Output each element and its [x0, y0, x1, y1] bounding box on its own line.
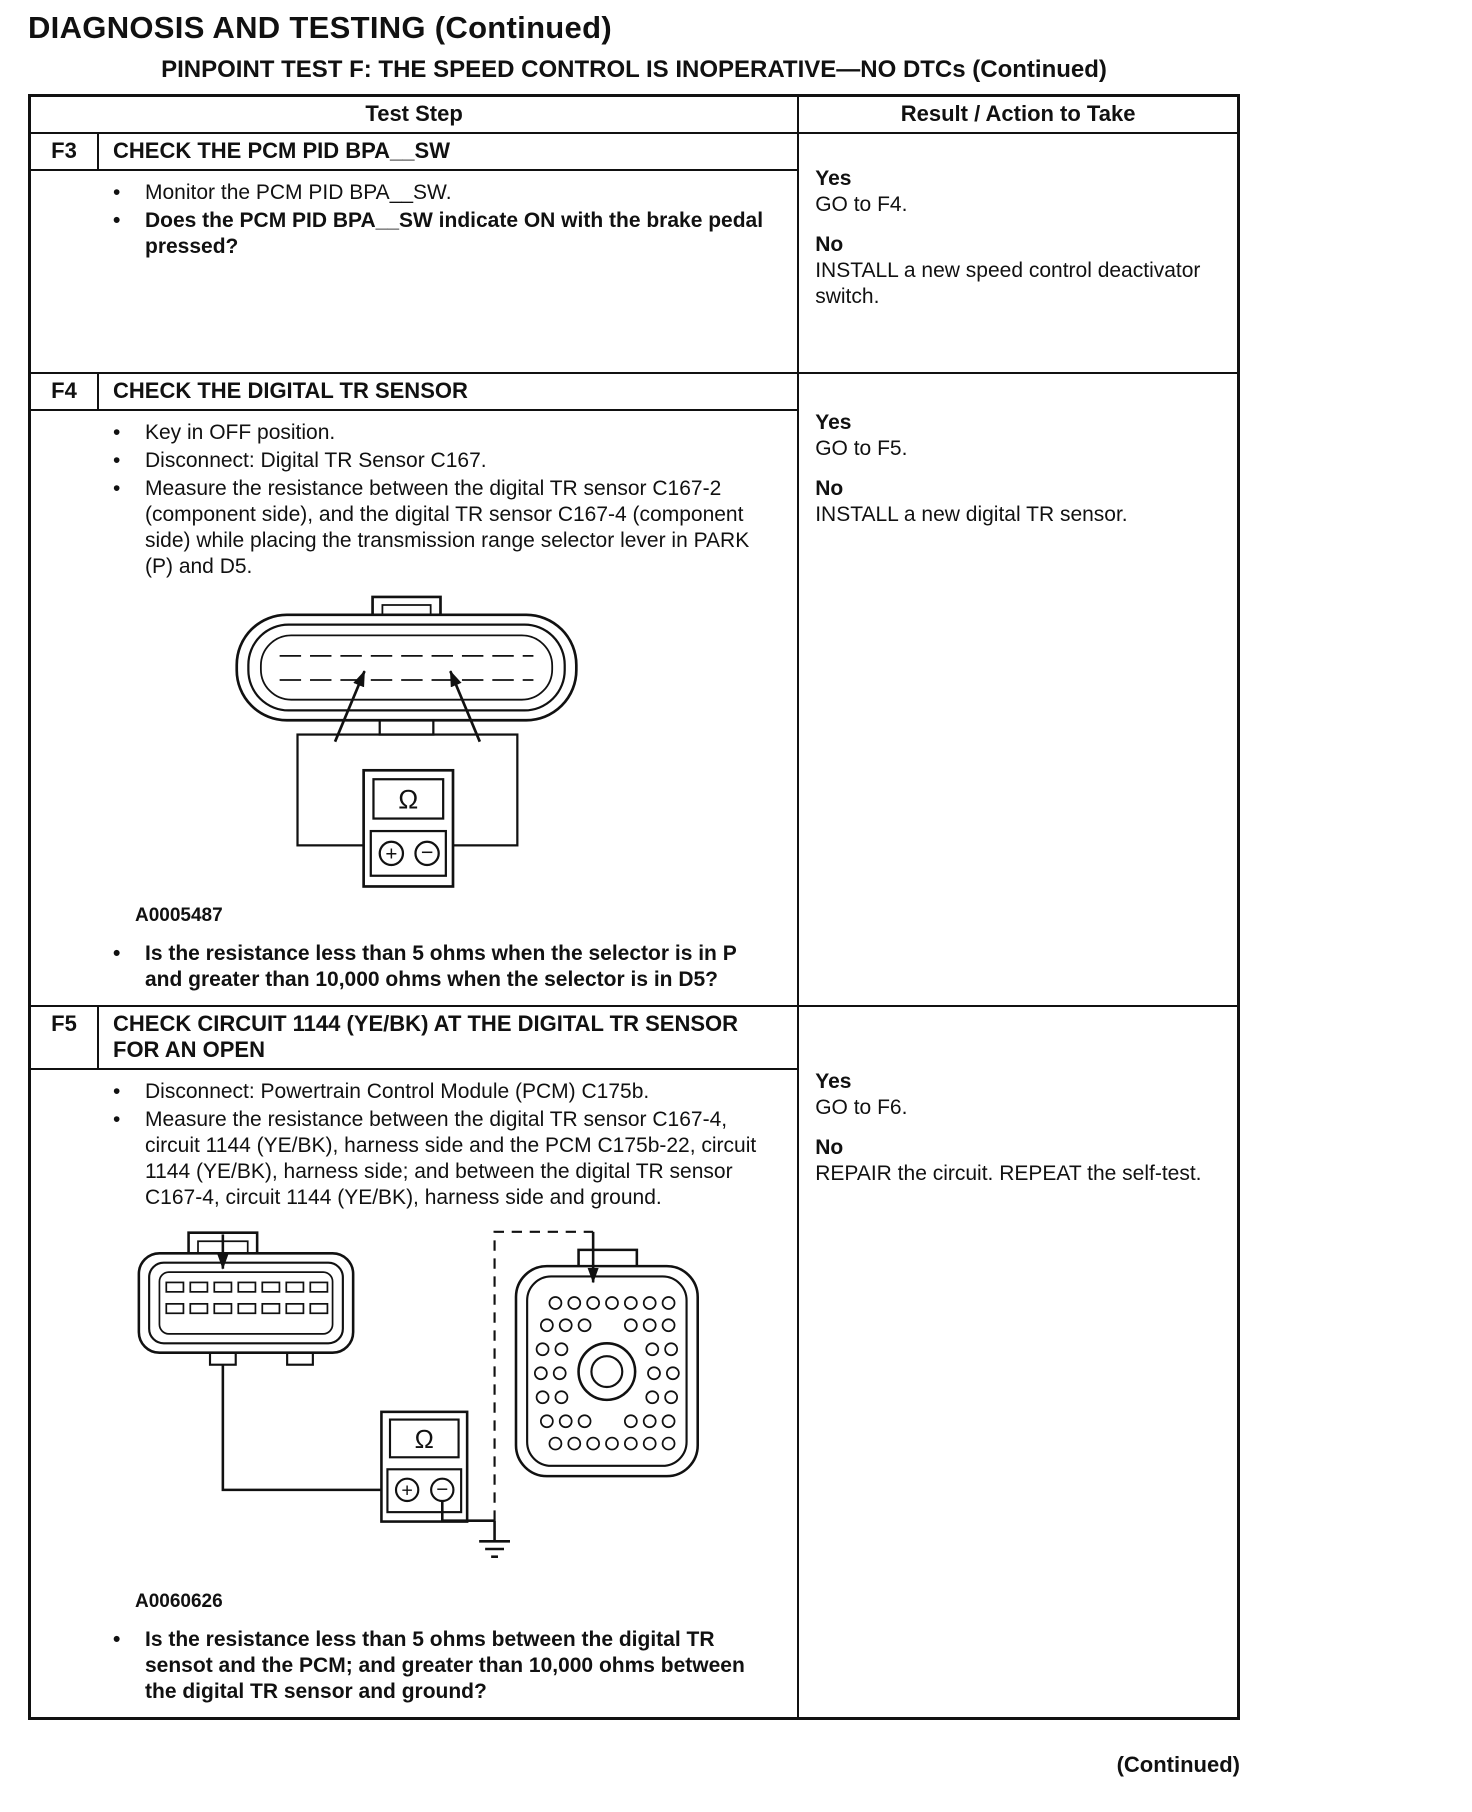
- instruction-text: • Key in OFF position.: [145, 421, 336, 444]
- result-no-action: REPAIR the circuit. REPEAT the self-test.: [815, 1161, 1202, 1185]
- probe-arrow-left-icon: [335, 671, 364, 742]
- result-cell-f3: [799, 134, 1237, 372]
- result-cell-f4: [799, 374, 1237, 1005]
- question-item: [113, 941, 777, 993]
- figure-code: A0005487: [135, 904, 223, 926]
- ground-icon: [479, 1520, 510, 1556]
- minus-terminal-label: −: [436, 1477, 449, 1501]
- result-yes-label: Yes: [815, 1069, 852, 1093]
- step-header-f3: [31, 134, 797, 171]
- test-row-f3: [31, 134, 1237, 374]
- test-row-f5: [31, 1007, 1237, 1718]
- ohmmeter-icon: [381, 1412, 467, 1522]
- result-no: [815, 476, 1223, 528]
- ohmmeter-icon: [364, 770, 453, 886]
- tr-sensor-diagram: [201, 588, 621, 901]
- continued-note: (Continued): [1116, 1752, 1240, 1777]
- result-yes: [815, 1069, 1223, 1121]
- instruction-item: [113, 420, 777, 446]
- pinpoint-test-title: PINPOINT TEST F: THE SPEED CONTROL IS INOPERATIVE—NO DTCs (Continued): [161, 56, 1107, 83]
- result-no-action: INSTALL a new speed control deactivator switch.: [815, 259, 1201, 308]
- pin-grid: [166, 1282, 327, 1313]
- instruction-text: • Measure the resistance between the digital TR sensor C167-2 (component side), and the digital TR sensor C167-4 (component side) while placing the transmission range selector lever in PARK (P) and D5.: [145, 477, 750, 578]
- figure-code: A0060626: [135, 1591, 223, 1613]
- result-no: [815, 1135, 1223, 1187]
- instruction-list-f3: [31, 171, 797, 268]
- plus-terminal-label: +: [401, 1479, 413, 1502]
- result-no: [815, 232, 1223, 310]
- question-item: [113, 208, 777, 260]
- instruction-item: [113, 180, 777, 206]
- pcm-center-bore: [579, 1343, 636, 1400]
- result-yes-action: GO to F4.: [815, 193, 908, 216]
- instruction-item: [113, 448, 777, 474]
- result-yes-label: Yes: [815, 167, 852, 190]
- question-block-f5: [31, 1615, 797, 1717]
- question-item: [113, 1627, 777, 1705]
- result-yes-label: Yes: [815, 411, 852, 434]
- step-title-f5: CHECK CIRCUIT 1144 (YE/BK) AT THE DIGITAL TR SENSOR FOR AN OPEN: [113, 1010, 739, 1062]
- result-yes-action: GO to F6.: [815, 1095, 908, 1119]
- instruction-text: • Measure the resistance between the digital TR sensor C167-4, circuit 1144 (YE/BK), harness side and the PCM C175b-22, circuit 1144 (YE/BK), harness side; and between the digital TR sensor C167-4, circuit 1144 (YE/BK), harness side and ground.: [145, 1107, 757, 1209]
- result-no-label: No: [815, 233, 844, 256]
- column-header-test-step: Test Step: [31, 97, 799, 132]
- step-id-f5: F5: [31, 1007, 99, 1068]
- step-title-f4: CHECK THE DIGITAL TR SENSOR: [113, 378, 468, 403]
- result-cell-f5: [799, 1007, 1237, 1718]
- instruction-item: [113, 476, 777, 580]
- page-title: DIAGNOSIS AND TESTING (Continued): [28, 10, 612, 45]
- result-yes: [815, 410, 1223, 462]
- instruction-text: • Monitor the PCM PID BPA__SW.: [145, 181, 452, 204]
- instruction-item: [113, 1079, 777, 1105]
- step-header-f4: [31, 374, 797, 411]
- test-step-cell-f4: [31, 374, 799, 1005]
- step-id-f3: F3: [31, 134, 99, 169]
- test-step-cell-f3: [31, 134, 799, 372]
- plus-terminal-label: +: [385, 842, 398, 866]
- instruction-text: • Disconnect: Powertrain Control Module (PCM) C175b.: [145, 1079, 650, 1103]
- question-text: • Is the resistance less than 5 ohms when the selector is in P and greater than 10,000 ohms when the selector is in D5?: [145, 941, 737, 991]
- tr-sensor-pcm-ohmmeter-figure: [31, 1219, 797, 1614]
- pinpoint-test-table: [28, 94, 1240, 1720]
- test-step-cell-f5: [31, 1007, 799, 1718]
- result-no-label: No: [815, 477, 844, 500]
- omega-symbol: Ω: [398, 784, 419, 815]
- tr-sensor-harness-connector: [139, 1232, 353, 1364]
- result-no-label: No: [815, 1135, 844, 1159]
- step-id-f4: F4: [31, 374, 99, 409]
- test-row-f4: [31, 374, 1237, 1007]
- wire-tr-to-meter: [223, 1364, 396, 1489]
- question-block-f4: [31, 929, 797, 1005]
- result-no-action: INSTALL a new digital TR sensor.: [815, 503, 1128, 526]
- tr-sensor-connector: [237, 597, 577, 735]
- minus-terminal-label: −: [420, 840, 434, 865]
- result-yes: [815, 166, 1223, 218]
- probe-arrow-right-icon: [450, 671, 479, 742]
- circuit-1144-diagram: [126, 1219, 726, 1588]
- question-text: • Does the PCM PID BPA__SW indicate ON with the brake pedal pressed?: [145, 209, 764, 258]
- step-title-f3: CHECK THE PCM PID BPA__SW: [113, 138, 450, 163]
- omega-symbol: Ω: [414, 1425, 434, 1454]
- table-header-row: [31, 97, 1237, 134]
- pcm-pin-grid: [535, 1297, 679, 1450]
- step-header-f5: [31, 1007, 797, 1070]
- instruction-list-f5: [31, 1070, 797, 1219]
- column-header-result-action: Result / Action to Take: [900, 101, 1136, 126]
- instruction-item: [113, 1107, 777, 1211]
- instruction-text: • Disconnect: Digital TR Sensor C167.: [145, 449, 487, 472]
- question-text: • Is the resistance less than 5 ohms between the digital TR sensot and the PCM; and greater than 10,000 ohms between the digital TR sensor and ground?: [145, 1628, 745, 1704]
- instruction-list-f4: [31, 411, 797, 588]
- pcm-connector: [516, 1250, 698, 1476]
- tr-sensor-ohmmeter-figure: [31, 588, 797, 927]
- result-yes-action: GO to F5.: [815, 437, 908, 460]
